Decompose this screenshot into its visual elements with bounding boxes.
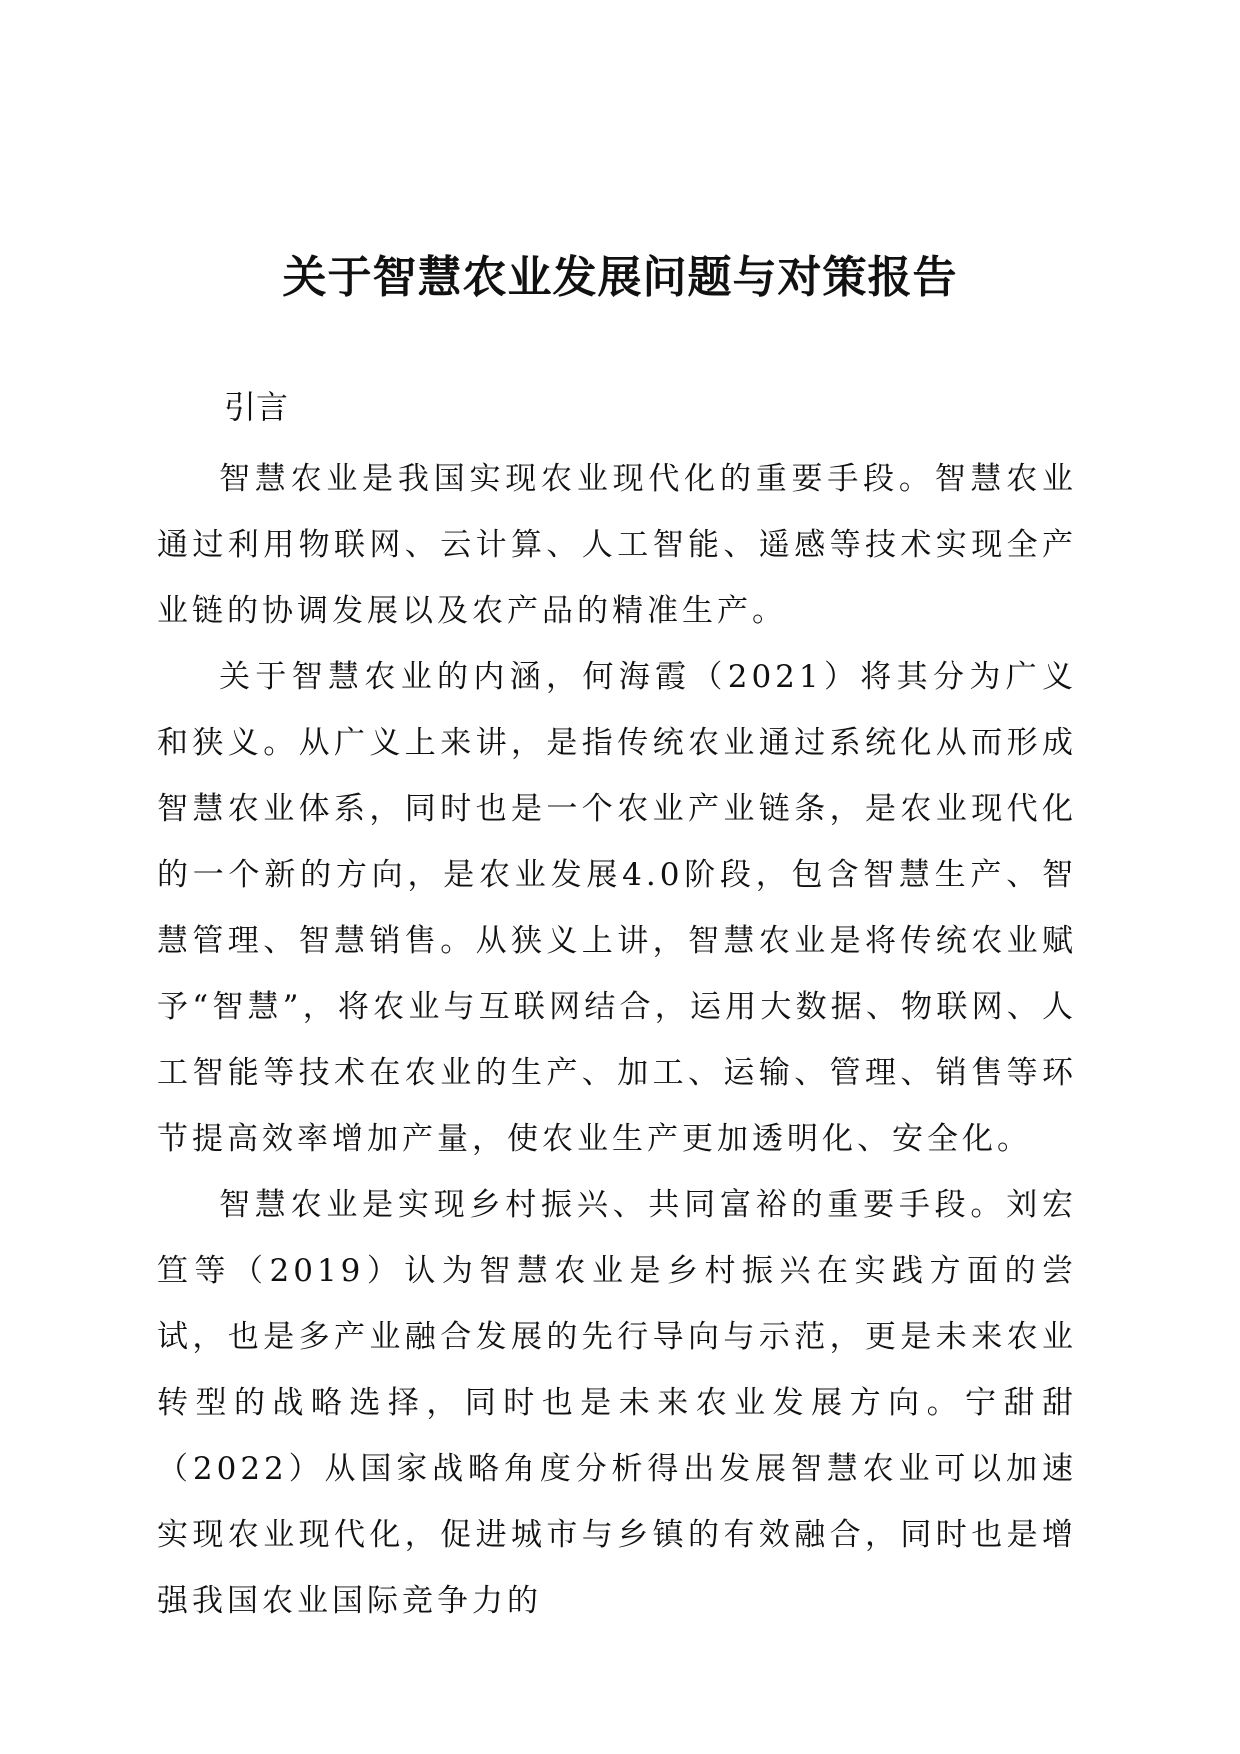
section-heading-introduction: 引言 (224, 388, 289, 426)
paragraph: 智慧农业是我国实现农业现代化的重要手段。智慧农业通过利用物联网、云计算、人工智能、遥感等技术实现全产业链的协调发展以及农产品的精准生产。 (157, 461, 1077, 629)
body-text (157, 446, 1077, 1634)
document-title: 关于智慧农业发展问题与对策报告 (282, 252, 958, 303)
paragraph: 关于智慧农业的内涵，何海霞（2021）将其分为广义和狭义。从广义上来讲，是指传统农业通过系统化从而形成智慧农业体系，同时也是一个农业产业链条，是农业现代化的一个新的方向，是农业发展4.0阶段，包含智慧生产、智慧管理、智慧销售。从狭义上讲，智慧农业是将传统农业赋予“智慧”，将农业与互联网结合，运用大数据、物联网、人工智能等技术在农业的生产、加工、运输、管理、销售等环节提高效率增加产量，使农业生产更加透明化、安全化。 (157, 659, 1077, 1157)
paragraph: 智慧农业是实现乡村振兴、共同富裕的重要手段。刘宏笪等（2019）认为智慧农业是乡村振兴在实践方面的尝试，也是多产业融合发展的先行导向与示范，更是未来农业转型的战略选择，同时也是未来农业发展方向。宁甜甜（2022）从国家战略角度分析得出发展智慧农业可以加速实现农业现代化，促进城市与乡镇的有效融合，同时也是增强我国农业国际竞争力的 (157, 1187, 1077, 1619)
